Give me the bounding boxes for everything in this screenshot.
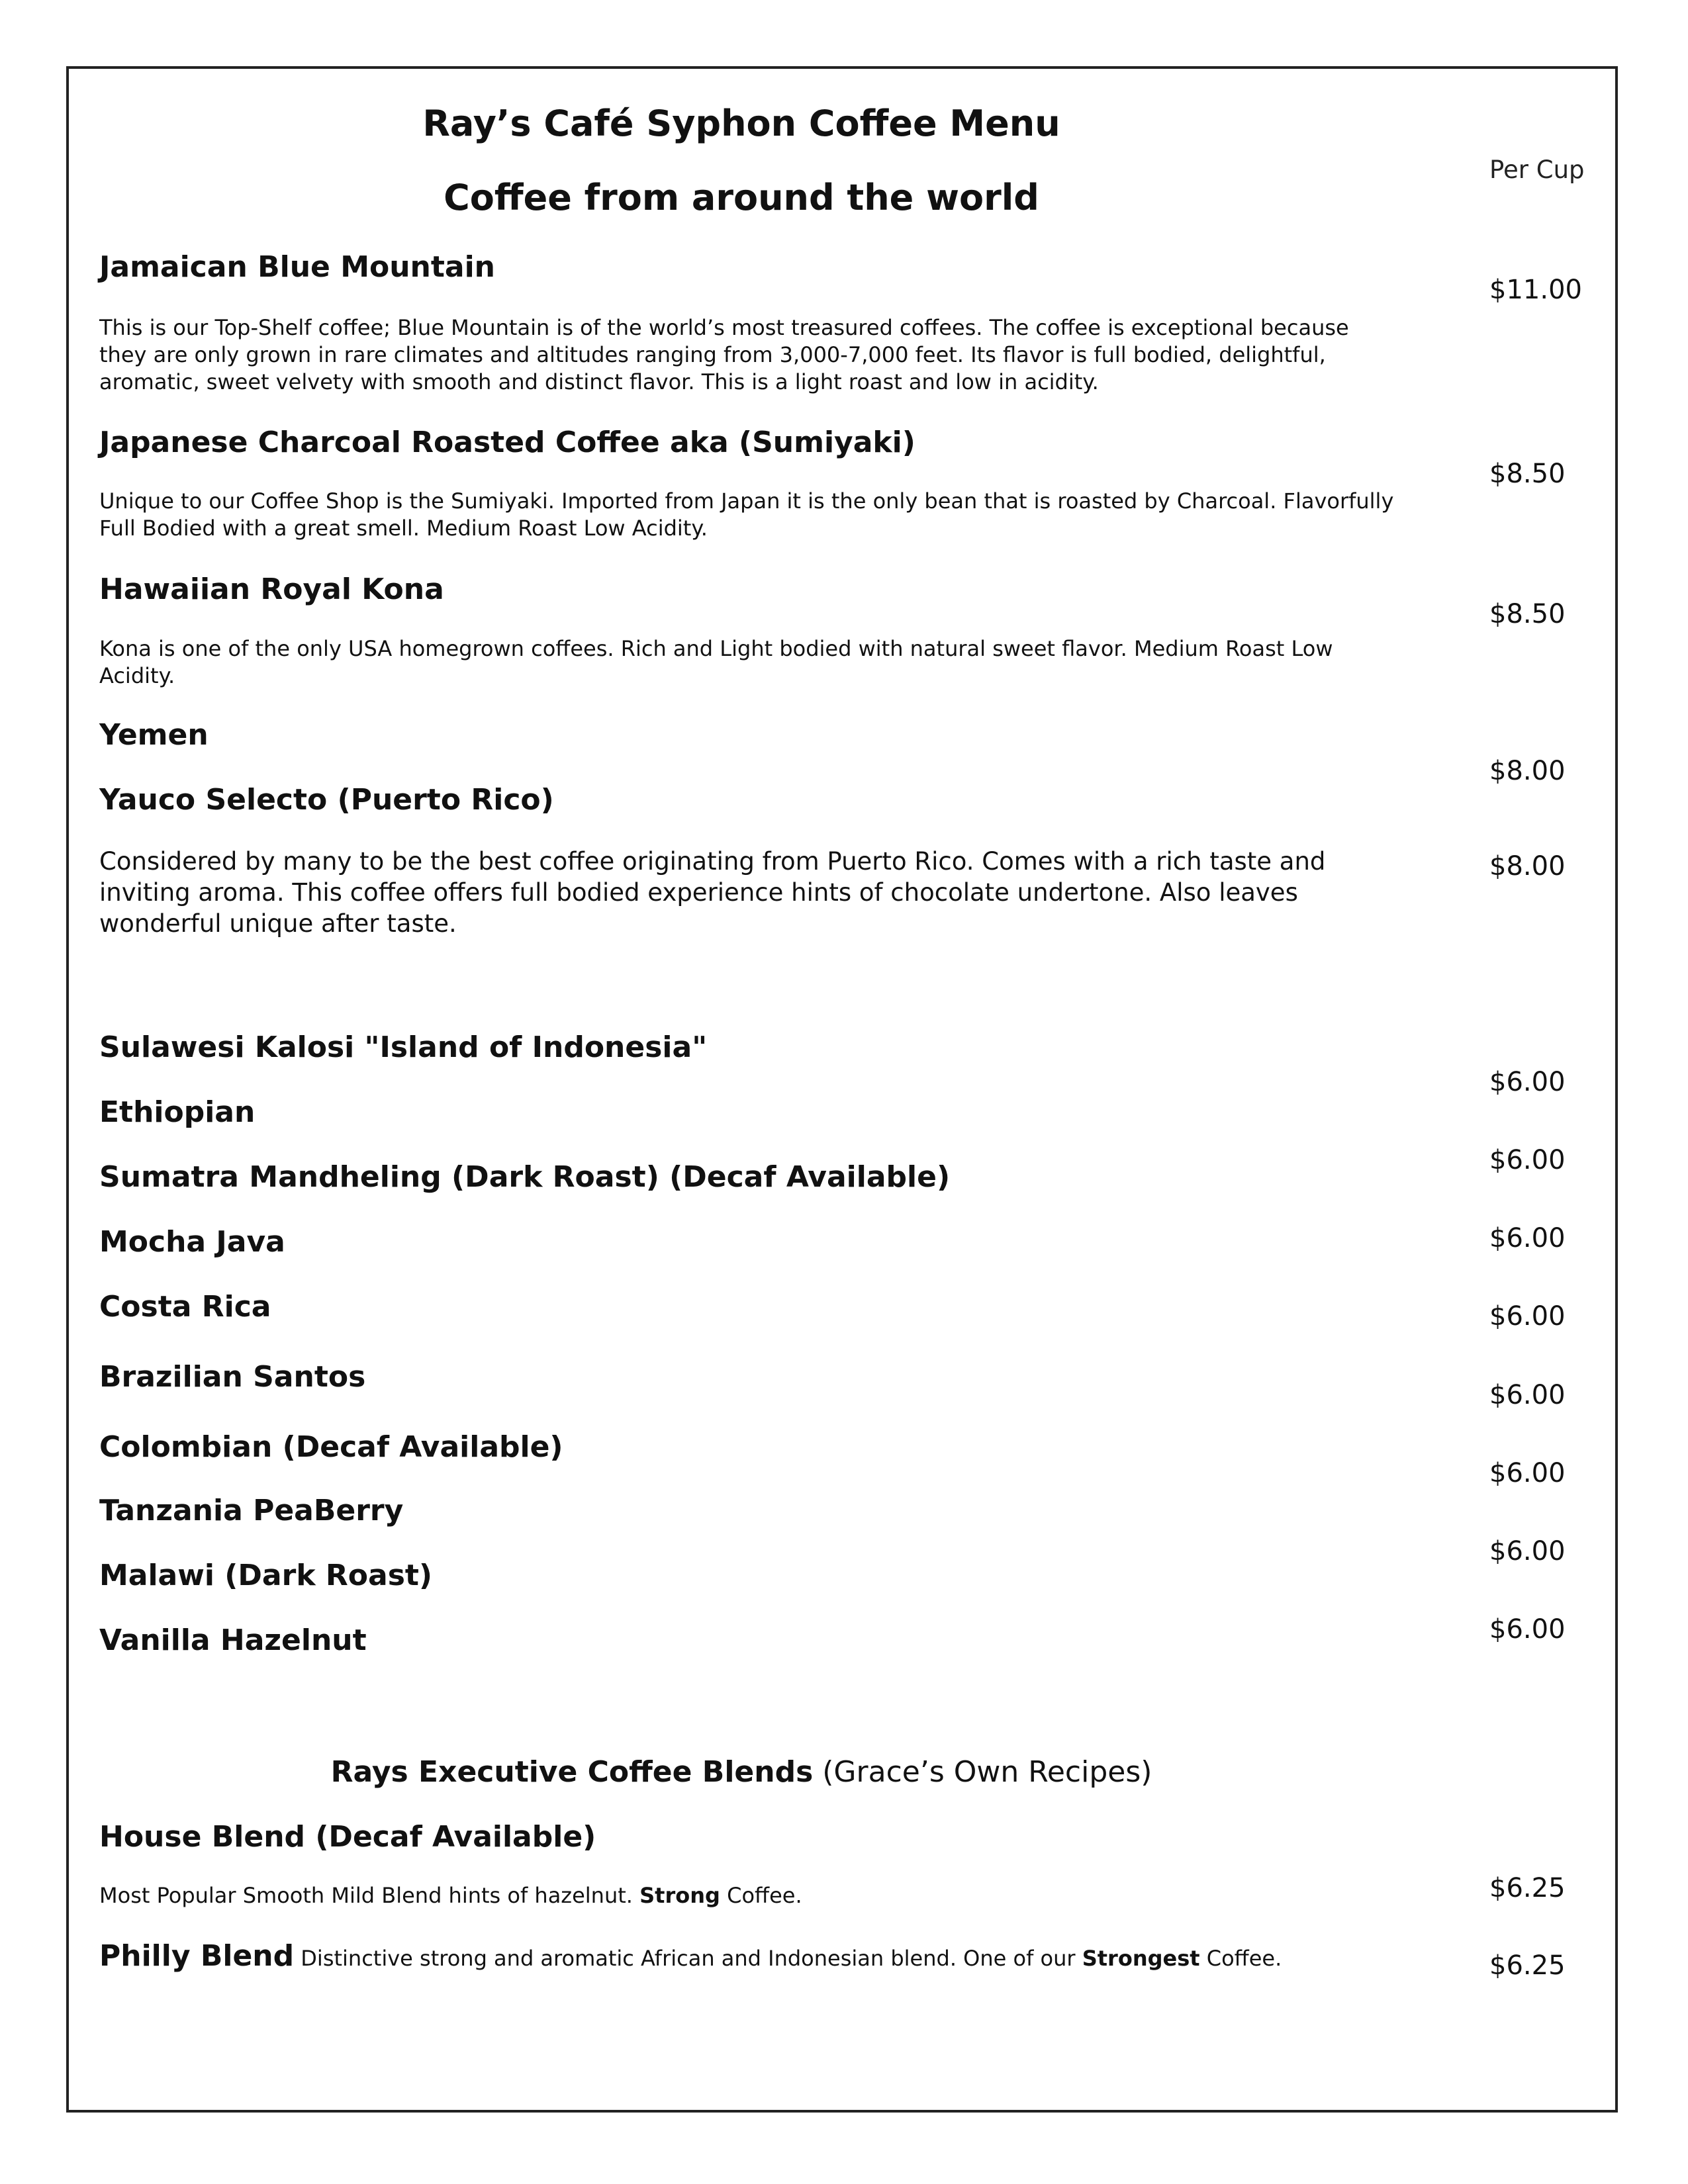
- blends-heading-note: (Grace’s Own Recipes): [813, 1755, 1152, 1789]
- item-name-tanzania: Tanzania PeaBerry: [99, 1494, 404, 1527]
- house-desc-a: Most Popular Smooth Mild Blend hints of hazelnut.: [99, 1883, 640, 1908]
- item-desc-jamaican: This is our Top-Shelf coffee; Blue Mountain is of the world’s most treasured coffees. The coffee is exceptional because they are only grown in rare climates and altitudes ranging from 3,000-7,000 feet. Its flavor is full bodied, delightful, aromatic, sweet velvety with smooth and distinct flavor. This is a light roast and low in acidity.: [99, 315, 1349, 394]
- item-name-mocha: Mocha Java: [99, 1225, 285, 1259]
- item-price-jamaican: $11.00: [1489, 275, 1582, 305]
- blends-heading-bold: Rays Executive Coffee Blends: [330, 1755, 814, 1789]
- item-name-philly-blend: Philly Blend: [99, 1939, 295, 1973]
- item-name-hawaiian: Hawaiian Royal Kona: [99, 572, 444, 606]
- item-price-ethiopian: $6.00: [1489, 1145, 1566, 1175]
- item-price-mocha: $6.00: [1489, 1301, 1566, 1332]
- item-name-yemen: Yemen: [99, 718, 209, 752]
- item-desc-house-blend: [99, 1883, 802, 1908]
- item-desc-yauco: Considered by many to be the best coffee originating from Puerto Rico. Comes with a rich taste and inviting aroma. This coffee offers full bodied experience hints of chocolate undertone. Also leaves wonderful unique after taste.: [99, 847, 1326, 938]
- item-price-colombian: $6.00: [1489, 1536, 1566, 1567]
- item-name-colombian: Colombian (Decaf Available): [99, 1430, 563, 1464]
- item-desc-hawaiian: Kona is one of the only USA homegrown coffees. Rich and Light bodied with natural sweet flavor. Medium Roast Low Acidity.: [99, 636, 1333, 688]
- menu-subtitle: Coffee from around the world: [444, 177, 1039, 218]
- item-price-hawaiian: $8.50: [1489, 599, 1566, 629]
- item-price-yemen: $8.00: [1489, 756, 1566, 786]
- item-name-brazilian: Brazilian Santos: [99, 1360, 366, 1394]
- house-desc-b: Coffee.: [720, 1883, 802, 1908]
- item-name-japanese: Japanese Charcoal Roasted Coffee aka (Sumiyaki): [99, 426, 915, 459]
- item-price-brazilian: $6.00: [1489, 1458, 1566, 1488]
- item-philly-blend: [99, 1939, 1282, 1973]
- item-name-jamaican: Jamaican Blue Mountain: [99, 250, 495, 284]
- philly-desc-a: Distinctive strong and aromatic African and Indonesian blend. One of our: [294, 1946, 1082, 1971]
- per-cup-label: Per Cup: [1489, 156, 1585, 184]
- item-price-yauco: $8.00: [1489, 851, 1566, 882]
- item-name-yauco: Yauco Selecto (Puerto Rico): [99, 783, 554, 817]
- item-name-sumatra: Sumatra Mandheling (Dark Roast) (Decaf Available): [99, 1160, 951, 1194]
- item-name-costa: Costa Rica: [99, 1290, 271, 1324]
- item-price-sumatra: $6.00: [1489, 1223, 1566, 1253]
- item-name-sulawesi: Sulawesi Kalosi "Island of Indonesia": [99, 1030, 708, 1064]
- menu-title: Ray’s Café Syphon Coffee Menu: [422, 103, 1060, 144]
- item-name-malawi: Malawi (Dark Roast): [99, 1559, 433, 1592]
- item-price-tanzania: $6.00: [1489, 1614, 1566, 1645]
- item-price-japanese: $8.50: [1489, 459, 1566, 489]
- item-name-house-blend: House Blend (Decaf Available): [99, 1820, 596, 1854]
- item-price-philly-blend: $6.25: [1489, 1950, 1566, 1981]
- house-desc-bold: Strong: [639, 1883, 720, 1908]
- item-name-vanilla: Vanilla Hazelnut: [99, 1623, 367, 1657]
- philly-desc-bold: Strongest: [1082, 1946, 1200, 1971]
- item-desc-japanese: Unique to our Coffee Shop is the Sumiyaki. Imported from Japan it is the only bean that is roasted by Charcoal. Flavorfully Full Bodied with a great smell. Medium Roast Low Acidity.: [99, 488, 1394, 541]
- philly-desc-b: Coffee.: [1199, 1946, 1282, 1971]
- item-price-costa: $6.00: [1489, 1380, 1566, 1410]
- item-name-ethiopian: Ethiopian: [99, 1095, 256, 1129]
- item-price-house-blend: $6.25: [1489, 1873, 1566, 1903]
- item-price-sulawesi: $6.00: [1489, 1067, 1566, 1097]
- blends-heading: [212, 1755, 1271, 1789]
